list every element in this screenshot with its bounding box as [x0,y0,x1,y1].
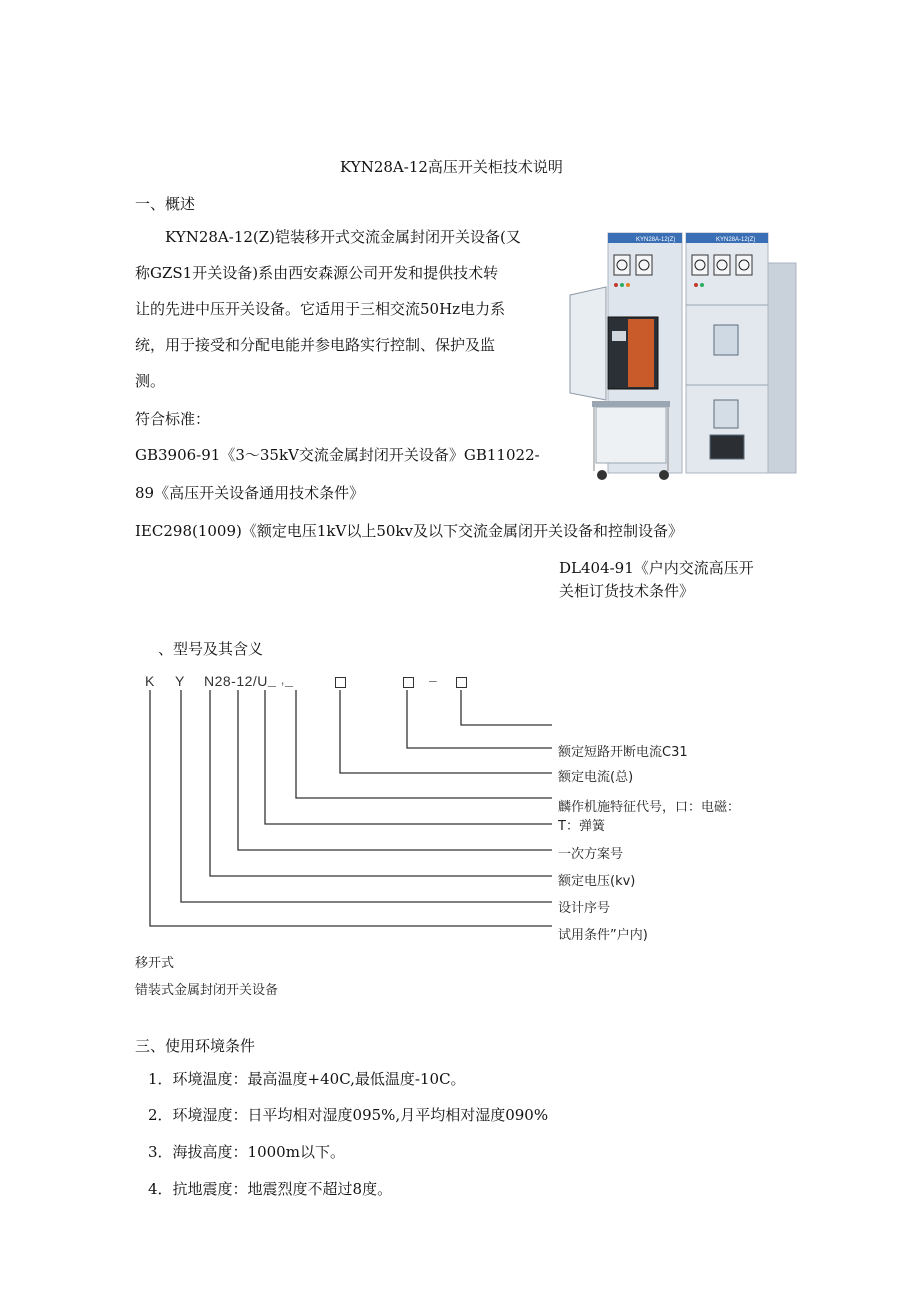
standards-label: 符合标准： [135,410,211,428]
section-heading-environment: 三、使用环境条件 [135,1037,256,1055]
model-code-dash: – [429,672,438,688]
env-item-altitude: 3．海拔高度：1000m以下。 [148,1143,345,1161]
intro-line-4: 统，用于接受和分配电能并参电路实行控制、保护及监 [135,336,496,354]
model-code-marks: _ ,_ [268,671,294,687]
standard-iec298: IEC298(1009)《额定电压1kV以上50kv及以下交流金属闭开关设备和控制设备》 [135,522,683,540]
label-operating-mechanism: 麟作机施特征代号，口：电磁： [558,800,741,815]
label-spring: T：弹簧 [558,819,605,834]
intro-line-3: 让的先进中压开关设备。它适用于三相交流50Hz电力系 [135,300,506,318]
standard-gb3906: GB3906-91《3～35kV交流金属封闭开关设备》GB11022- [135,446,540,464]
doc-title: KYN28A-12高压开关柜技术说明 [340,158,563,176]
section-heading-overview: 一、概述 [135,195,196,213]
intro-line-5: 测。 [135,372,166,390]
standard-gb11022-cont: 89《高压开关设备通用技术条件》 [135,484,365,502]
label-primary-scheme: 一次方案号 [558,847,624,862]
label-withdrawable: 移开式 [135,956,175,971]
label-rated-current: 额定电流(总) [558,770,634,785]
model-code-y: Y [175,673,185,689]
env-item-seismic: 4．抗地震度：地震烈度不超过8度。 [148,1180,393,1198]
panel-label-right: KYN28A-12(Z) [716,237,756,243]
section-heading-model: 、型号及其含义 [158,640,264,658]
model-code-k: K [145,673,155,689]
label-rated-breaking-current: 额定短路开断电流C31 [558,745,688,760]
label-armored-metal-enclosed: 错装式金属封闭开关设备 [135,983,279,998]
env-item-temperature: 1．环境温度：最高温度+40C,最低温度-10C。 [148,1070,466,1088]
standard-dl404-line2: 关柜订货技术条件》 [559,582,695,600]
label-usage-condition: 试用条件”户内) [558,928,648,943]
intro-line-1: KYN28A-12(Z)铠装移开式交流金属封闭开关设备(又 [165,228,521,246]
standard-dl404-line1: DL404-91《户内交流高压开 [559,559,754,577]
intro-line-2: 称GZS1开关设备)系由西安森源公司开发和提供技术转 [135,264,499,282]
label-design-serial: 设计序号 [558,901,611,916]
panel-label-left: KYN28A-12(Z) [636,237,676,243]
env-item-humidity: 2．环境湿度：日平均相对湿度095%,月平均相对湿度090% [148,1106,549,1124]
label-rated-voltage: 额定电压(kv) [558,874,636,889]
model-code-rest: N28-12/U [204,673,268,689]
